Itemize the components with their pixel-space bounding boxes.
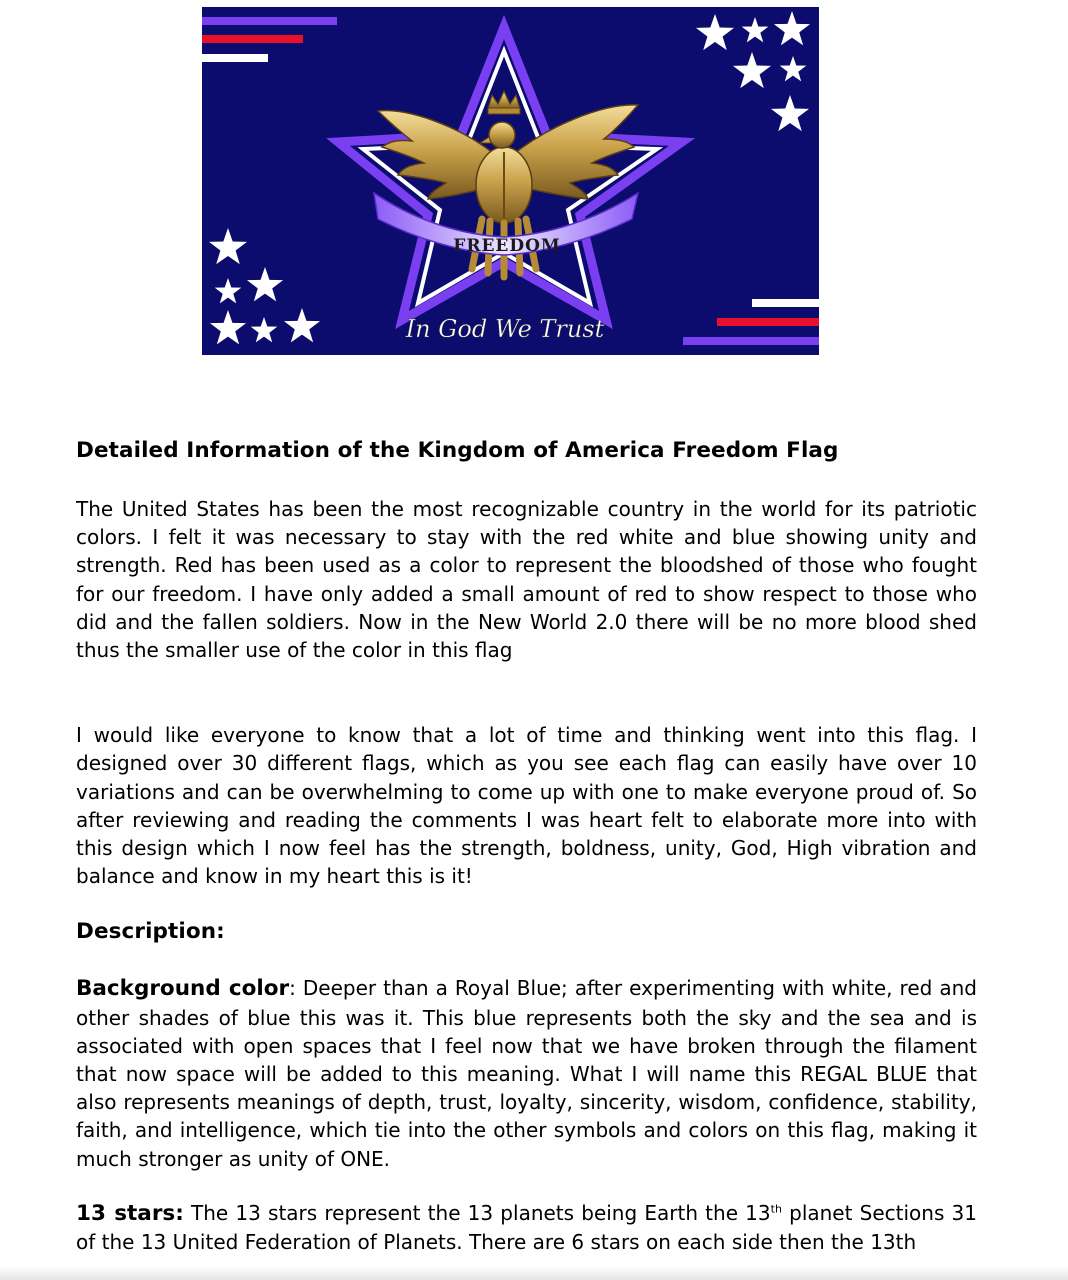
thirteen-stars-sup: th <box>770 1202 782 1216</box>
thirteen-stars-text-b: planet Sections 31 of the 13 United Federation of Planets. There are 6 stars on each side then the 13th <box>76 1200 977 1255</box>
thirteen-stars-label: 13 stars: <box>76 1200 184 1226</box>
document-body <box>76 436 977 1256</box>
ribbon-text: FREEDOM <box>453 236 561 256</box>
background-color-label: Background color <box>76 976 290 1002</box>
thirteen-stars-paragraph <box>76 1199 977 1256</box>
design-paragraph: I would like everyone to know that a lot of time and thinking went into this flag. I designed over 30 different flags, which as you see each flag can easily have over 10 variations and can be overwhelming to come up with one to make everyone proud of. So after reviewing and reading the comments I was heart felt to elaborate more into with this design which I now feel has the strength, boldness, unity, God, High vibration and balance and know in my heart this is it! <box>76 723 977 889</box>
document-title: Detailed Information of the Kingdom of America Freedom Flag <box>76 438 839 463</box>
description-heading: Description: <box>76 919 225 945</box>
motto-text: In God We Trust <box>405 315 605 343</box>
bottom-edge-shadow <box>0 1266 1068 1280</box>
thirteen-stars-text-a: The 13 stars represent the 13 planets being Earth the 13 <box>183 1200 771 1225</box>
background-color-paragraph <box>76 974 977 1172</box>
freedom-flag-image <box>202 7 819 355</box>
background-color-text: : Deeper than a Royal Blue; after experimenting with white, red and other shades of blue this was it. This blue represents both the sky and the sea and is associated with open spaces that I feel now that we have broken through the filament that now space will be added to this meaning. What I will name this REGAL BLUE that also represents meanings of depth, trust, loyalty, sincerity, wisdom, confidence, stability, faith, and intelligence, which tie into the other symbols and colors on this flag, making it much stronger as unity of ONE. <box>76 976 977 1171</box>
intro-paragraph: The United States has been the most recognizable country in the world for its patriotic colors. I felt it was necessary to stay with the red white and blue showing unity and strength. Red has been used as a color to represent the bloodshed of those who fought for our freedom. I have only added a small amount of red to show respect to those who did and the fallen soldiers. Now in the New World 2.0 there will be no more blood shed thus the smaller use of the color in this flag <box>76 497 977 663</box>
